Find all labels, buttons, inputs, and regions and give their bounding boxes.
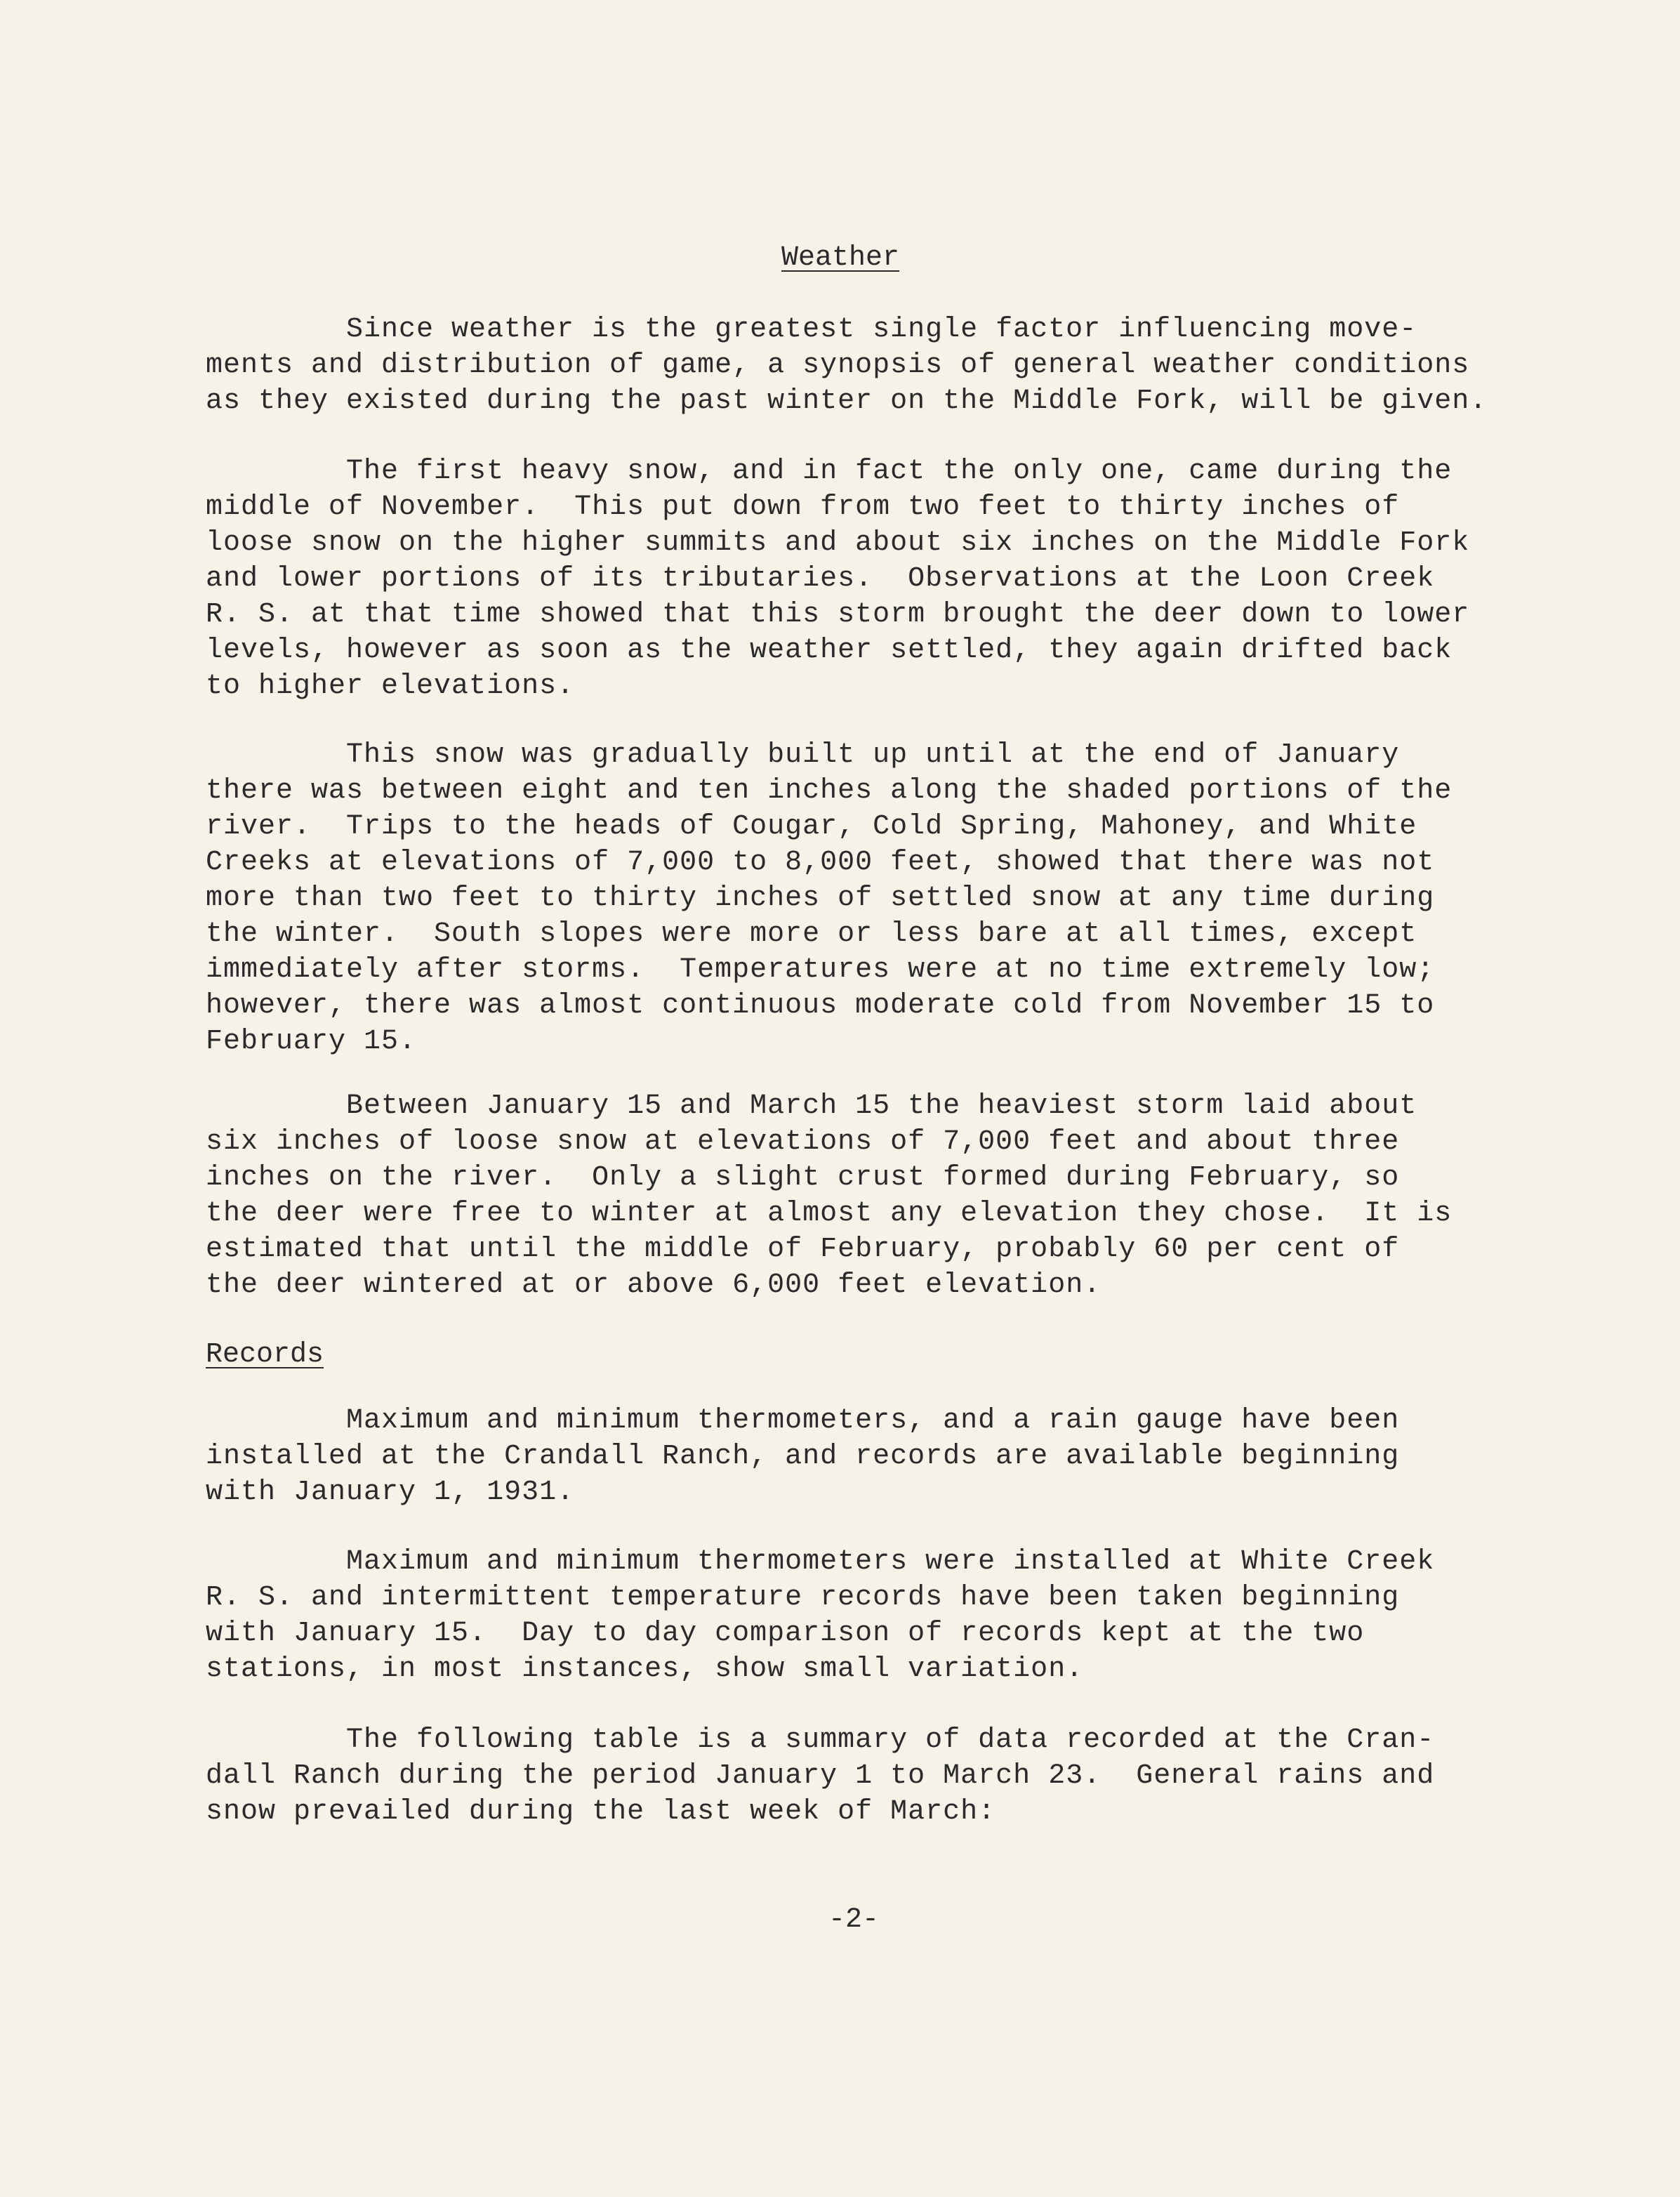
page-number: -2- <box>828 1904 880 1936</box>
text-line: The first heavy snow, and in fact the only one, came during the <box>346 456 1453 487</box>
text-line: Creeks at elevations of 7,000 to 8,000 feet, showed that there was not <box>206 847 1435 878</box>
text-line: estimated that until the middle of February, probably 60 per cent of <box>206 1234 1400 1265</box>
text-line: however, there was almost continuous moderate cold from November 15 to <box>206 990 1435 1022</box>
text-line: six inches of loose snow at elevations of 7,000 feet and about three <box>206 1126 1400 1158</box>
text-line: and lower portions of its tributaries. Observations at the Loon Creek <box>206 563 1435 595</box>
text-line: Between January 15 and March 15 the heaviest storm laid about <box>346 1090 1417 1122</box>
text-line: snow prevailed during the last week of March: <box>206 1796 996 1828</box>
text-line: Maximum and minimum thermometers were installed at White Creek <box>346 1546 1435 1578</box>
text-line: middle of November. This put down from two feet to thirty inches of <box>206 491 1400 523</box>
paragraph-3 <box>206 737 1490 1060</box>
text-line: to higher elevations. <box>206 671 575 702</box>
text-line: more than two feet to thirty inches of settled snow at any time during <box>206 883 1435 914</box>
text-line: levels, however as soon as the weather settled, they again drifted back <box>206 635 1453 666</box>
text-line: This snow was gradually built up until at the end of January <box>346 739 1400 771</box>
text-line: loose snow on the higher summits and about six inches on the Middle Fork <box>206 527 1470 559</box>
paragraph-7 <box>206 1722 1490 1830</box>
text-line: R. S. at that time showed that this storm brought the deer down to lower <box>206 599 1470 631</box>
section-heading-records: Records <box>206 1339 324 1371</box>
text-line: stations, in most instances, show small variation. <box>206 1654 1084 1685</box>
text-line: The following table is a summary of data recorded at the Cran- <box>346 1724 1435 1756</box>
text-line: the deer wintered at or above 6,000 feet elevation. <box>206 1269 1102 1301</box>
text-line: installed at the Crandall Ranch, and records are available beginning <box>206 1441 1400 1472</box>
paragraph-4 <box>206 1088 1490 1303</box>
paragraph-1 <box>206 312 1490 419</box>
paragraph-6 <box>206 1544 1490 1687</box>
text-line: river. Trips to the heads of Cougar, Cold Spring, Mahoney, and White <box>206 811 1417 843</box>
paragraph-5 <box>206 1403 1490 1510</box>
text-line: Since weather is the greatest single factor influencing move- <box>346 314 1417 345</box>
text-line: the deer were free to winter at almost any elevation they chose. It is <box>206 1198 1453 1229</box>
text-line: inches on the river. Only a slight crust formed during February, so <box>206 1162 1400 1194</box>
text-line: February 15. <box>206 1026 417 1057</box>
text-line: the winter. South slopes were more or less bare at all times, except <box>206 918 1417 950</box>
paragraph-2 <box>206 454 1490 704</box>
text-line: ments and distribution of game, a synopsis of general weather conditions <box>206 350 1470 381</box>
section-heading-weather: Weather <box>781 242 900 274</box>
text-line: Maximum and minimum thermometers, and a rain gauge have been <box>346 1405 1400 1437</box>
text-line: there was between eight and ten inches along the shaded portions of the <box>206 775 1453 807</box>
text-line: immediately after storms. Temperatures were at no time extremely low; <box>206 954 1435 986</box>
text-line: R. S. and intermittent temperature records have been taken beginning <box>206 1582 1400 1614</box>
text-line: as they existed during the past winter on the Middle Fork, will be given. <box>206 385 1488 417</box>
text-line: with January 15. Day to day comparison of records kept at the two <box>206 1618 1365 1649</box>
text-line: with January 1, 1931. <box>206 1477 575 1508</box>
text-line: dall Ranch during the period January 1 to March 23. General rains and <box>206 1760 1435 1792</box>
